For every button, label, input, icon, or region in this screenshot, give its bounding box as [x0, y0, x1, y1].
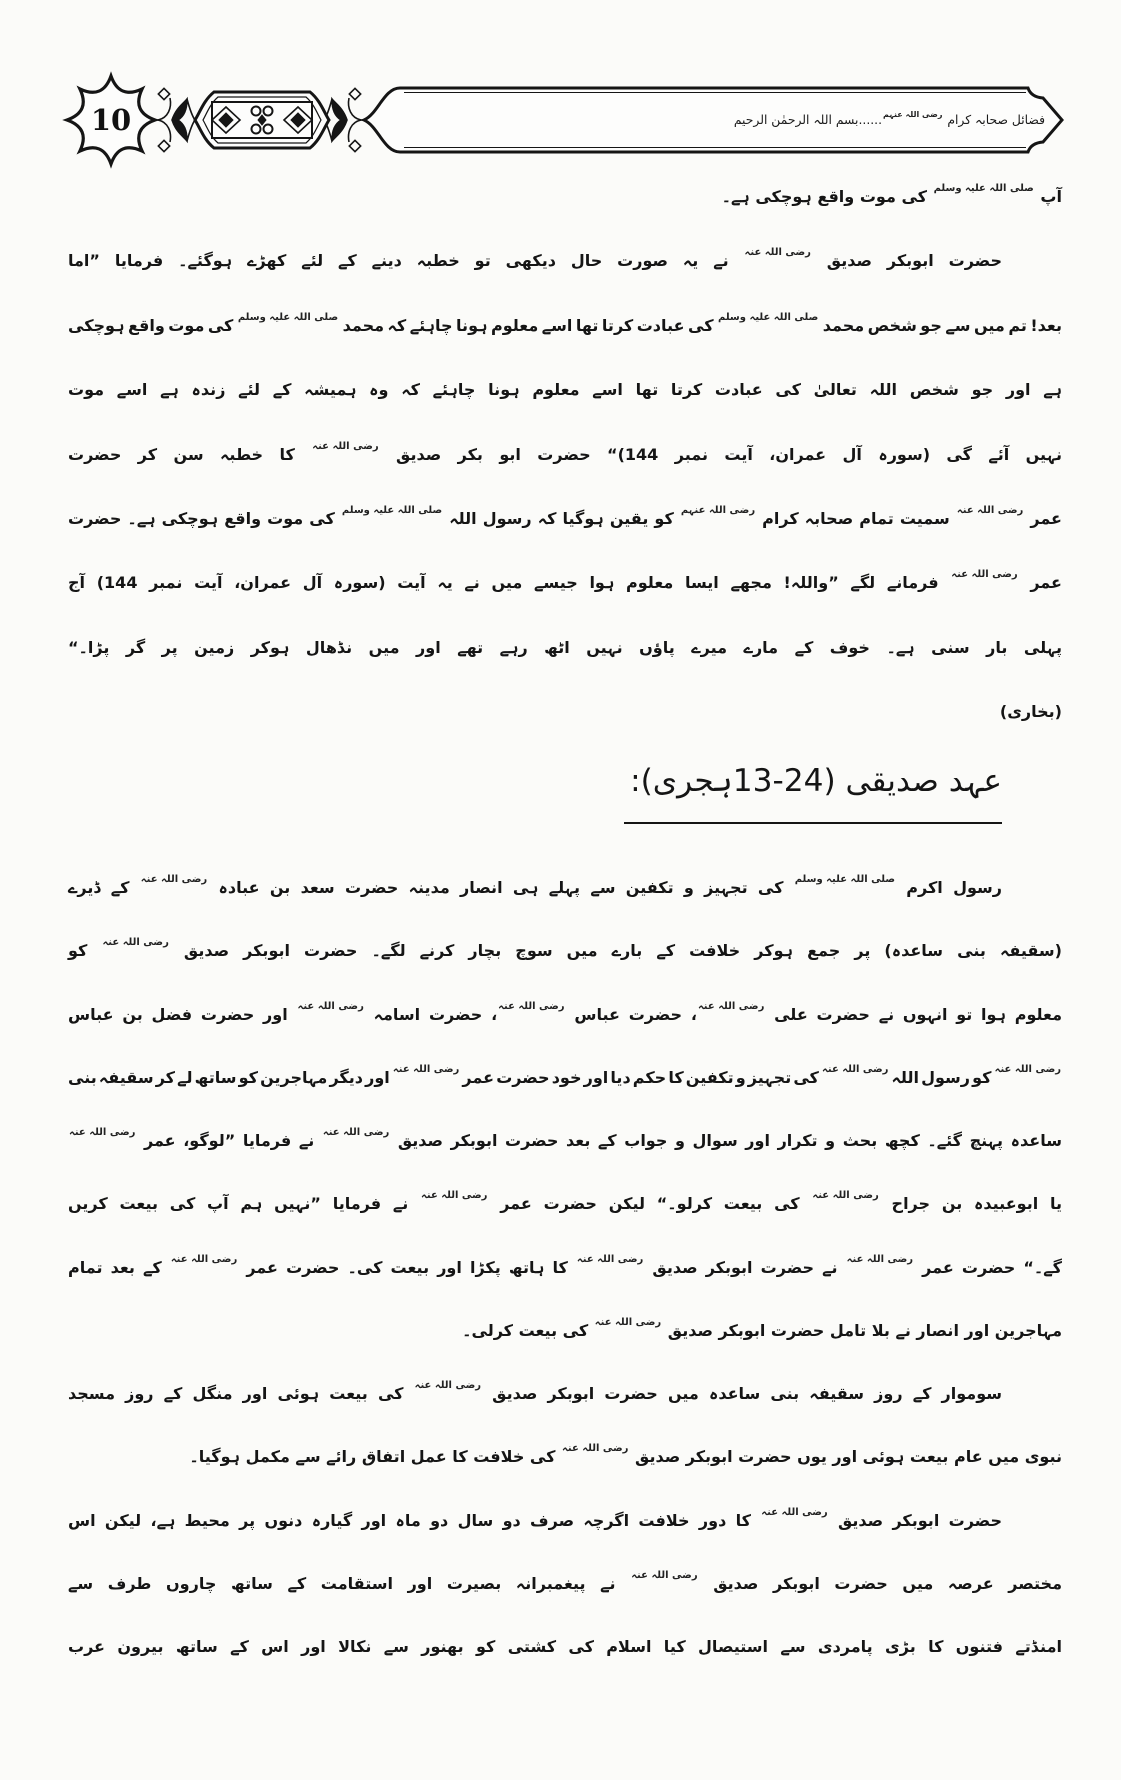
honorific-rz: رضی اللہ عنہ [562, 1443, 629, 1455]
text-run: ، حضرت اسامہ [364, 1004, 498, 1024]
text-line [68, 1489, 1062, 1552]
text-run: کی موت واقع ہوچکی ہے۔ [721, 187, 933, 206]
text-line [68, 423, 1062, 487]
text-run: کو [68, 941, 102, 961]
paragraph [68, 1489, 1062, 1679]
section-heading [624, 752, 1002, 824]
text-line [68, 1615, 1062, 1678]
text-run: نے فرمایا ”لوگو، عمر [136, 1131, 322, 1150]
body-section-2 [68, 856, 1062, 1678]
text-run: حضرت ابوبکر صدیق [811, 251, 1002, 271]
text-line [68, 358, 1062, 422]
line-text [68, 423, 1062, 487]
text-line [68, 1109, 1062, 1172]
text-run: فرمانے لگے ”واللہ! مجھے ایسا معلوم ہوا جیسے میں نے یہ آیت (سورہ آل عمران، آیت نمبر 144) آج [68, 573, 951, 593]
honorific-rz: رضی اللہ عنہ [761, 1506, 828, 1518]
text-run: کو یقین ہوگیا کہ رسول اللہ [443, 508, 680, 528]
text-line [68, 983, 1062, 1046]
text-line [68, 919, 1062, 982]
body-section-1 [68, 165, 1062, 745]
honorific-rz: رضی اللہ عنہ [994, 1063, 1061, 1075]
flourish-left-icon [155, 88, 195, 151]
text-run: گے۔“ حضرت عمر [914, 1257, 1062, 1277]
honorific-rz: رضی اللہ عنہ [322, 1127, 390, 1138]
honorific-rz: رضی اللہ عنہ [822, 1063, 889, 1075]
line-text [68, 358, 1062, 422]
honorific-rz: رضی اللہ عنہ [414, 1380, 482, 1391]
text-run: کی موت واقع ہوچکی ہے۔ حضرت [67, 508, 341, 528]
honorific-rz: رضی اللہ عنہ [170, 1253, 238, 1265]
honorific-rz: رضی اللہ عنہ [594, 1316, 662, 1328]
honorific-saw: صلی اللہ علیہ وسلم [794, 874, 895, 885]
text-run: یا ابوعبیدہ بن جراح [879, 1194, 1062, 1214]
honorific-rzm: رضی اللہ عنہم [680, 504, 756, 516]
line-text [68, 1172, 1062, 1235]
line-text [68, 229, 1002, 293]
honorific-rzm: رضی اللہ عنہم [883, 109, 943, 119]
paragraph [68, 165, 1062, 229]
line-text [68, 1046, 1062, 1109]
text-line [68, 551, 1062, 615]
line-text [722, 165, 1062, 229]
text-run: معلوم ہوا تو انہوں نے حضرت علی [765, 1004, 1062, 1024]
text-run: فضائل صحابہ کرام [943, 113, 1045, 127]
text-run: ہے اور جو شخص اللہ تعالیٰ کی عبادت کرتا تھا اسے معلوم ہونا چاہئے کہ وہ ہمیشہ کے لئے زندہ ہے اسے موت [68, 380, 1062, 400]
text-run: مختصر عرصہ میں حضرت ابوبکر صدیق [698, 1573, 1062, 1593]
text-run: اور دیگر مہاجرین کو ساتھ لے کر سقیفہ بنی [67, 1067, 392, 1087]
honorific-rz: رضی اللہ عنہ [392, 1063, 460, 1075]
text-run: آپ [1034, 187, 1062, 206]
paragraph [68, 1362, 1062, 1489]
text-line [68, 165, 1062, 229]
text-run: (بخاری) [999, 702, 1062, 722]
text-run: نہیں آئے گی (سورہ آل عمران، آیت نمبر 144)“ حضرت ابو بکر صدیق [379, 444, 1062, 464]
text-run: کی بیعت ہوئی اور منگل کے روز مسجد [67, 1384, 414, 1403]
page-number: 10 [90, 103, 132, 137]
running-header-title [734, 104, 1045, 136]
honorific-rz: رضی اللہ عنہ [956, 504, 1024, 516]
honorific-saw: صلی اللہ علیہ وسلم [718, 311, 819, 323]
text-line [68, 680, 1062, 744]
honorific-saw: صلی اللہ علیہ وسلم [933, 183, 1034, 194]
paragraph [68, 856, 1062, 1362]
text-run: کا خطبہ سن کر حضرت [68, 444, 312, 464]
text-run: حضرت ابوبکر صدیق [828, 1510, 1002, 1530]
text-line [68, 487, 1062, 551]
line-text [68, 294, 1062, 358]
honorific-rz: رضی اللہ عنہ [498, 1000, 565, 1012]
honorific-saw: صلی اللہ علیہ وسلم [237, 311, 339, 323]
text-run: کا ہاتھ پکڑا اور بیعت کی۔ حضرت عمر [238, 1257, 576, 1277]
text-run: نبوی میں عام بیعت ہوئی اور یوں حضرت ابوبکر صدیق [629, 1447, 1062, 1467]
line-text [68, 856, 1002, 919]
text-line [68, 1425, 1062, 1488]
line-text [189, 1425, 1062, 1488]
text-line [68, 294, 1062, 358]
line-text [462, 1299, 1062, 1362]
text-run: کے ڈیرے [68, 878, 140, 897]
honorific-rz: رضی اللہ عنہ [421, 1190, 488, 1202]
honorific-rz: رضی اللہ عنہ [297, 1000, 364, 1012]
line-text [68, 616, 1062, 680]
text-run: بعد! تم میں سے جو شخص محمد [819, 315, 1062, 335]
text-run: اور حضرت فضل بن عباس [68, 1004, 297, 1024]
text-run: عمر [1024, 508, 1062, 528]
line-text [68, 1362, 1002, 1425]
text-run: کی بیعت کرلی۔ [462, 1320, 594, 1340]
text-run: عمر [1018, 573, 1062, 593]
line-text [68, 551, 1062, 615]
text-run: کا دور خلافت اگرچہ صرف دو سال دو ماہ اور گیارہ دنوں پر محیط ہے، لیکن اس [68, 1510, 761, 1530]
line-text [68, 1552, 1062, 1615]
text-run: نے فرمایا ”نہیں ہم آپ کی بیعت کریں [67, 1194, 421, 1214]
text-run: کی عبادت کرتا تھا اسے معلوم ہونا چاہئے کہ محمد [339, 315, 717, 335]
text-run: امنڈتے فتنوں کا بڑی پامردی سے استیصال کیا اسلام کی کشتی کو بھنور سے نکالا اور اس کے ساتھ بیرون عرب [68, 1637, 1062, 1656]
honorific-saw: صلی اللہ علیہ وسلم [341, 504, 443, 516]
text-run: سوموار کے روز سقیفہ بنی ساعدہ میں حضرت ابوبکر صدیق [482, 1384, 1002, 1403]
text-run: مہاجرین اور انصار نے بلا تامل حضرت ابوبکر صدیق [662, 1320, 1062, 1340]
text-run: کی تجہیز و تکفین سے پہلے ہی انصار مدینہ حضرت سعد بن عبادہ [208, 878, 794, 897]
cartouche-ornament [195, 92, 329, 148]
paragraph [68, 229, 1062, 744]
text-run: نے حضرت ابوبکر صدیق [644, 1257, 846, 1277]
honorific-rz: رضی اللہ عنہ [631, 1569, 698, 1581]
text-line [68, 856, 1062, 919]
honorific-rz: رضی اللہ عنہ [951, 569, 1018, 581]
honorific-rz: رضی اللہ عنہ [140, 874, 208, 885]
text-line [68, 616, 1062, 680]
text-run: ساعدہ پہنچ گئے۔ کچھ بحث و تکرار اور سوال و جواب کے بعد حضرت ابوبکر صدیق [390, 1131, 1062, 1150]
line-text [68, 487, 1062, 551]
text-line [68, 1046, 1062, 1109]
text-line [68, 1236, 1062, 1299]
honorific-rz: رضی اللہ عنہ [812, 1190, 879, 1202]
line-text [68, 1489, 1002, 1552]
text-run: کو رسول اللہ [889, 1067, 994, 1087]
text-run: کے بعد تمام [67, 1257, 170, 1277]
line-text [68, 1109, 1062, 1172]
text-run: کی خلافت کا عمل اتفاق رائے سے مکمل ہوگیا۔ [189, 1447, 562, 1467]
text-run: کی تجہیز و تکفین کا حکم دیا اور خود حضرت عمر [460, 1067, 821, 1087]
text-run: ، حضرت عباس [565, 1004, 697, 1024]
honorific-rz: رضی اللہ عنہ [697, 1000, 765, 1012]
text-run: رسول اکرم [895, 878, 1002, 897]
honorific-rz: رضی اللہ عنہ [744, 247, 811, 259]
text-run: سمیت تمام صحابہ کرام [756, 508, 956, 528]
line-text [68, 919, 1062, 982]
text-line [68, 1552, 1062, 1615]
honorific-rz: رضی اللہ عنہ [312, 440, 379, 452]
honorific-rz: رضی اللہ عنہ [102, 937, 169, 949]
text-run: کی بیعت کرلو۔“ لیکن حضرت عمر [488, 1194, 812, 1214]
honorific-rz: رضی اللہ عنہ [576, 1253, 644, 1265]
text-run: (سقیفہ بنی ساعدہ) پر جمع ہوکر خلافت کے بارے میں سوچ بچار کرنے لگے۔ حضرت ابوبکر صدیق [169, 941, 1062, 961]
text-run: کی موت واقع ہوچکی [67, 315, 237, 335]
line-text [68, 1615, 1062, 1678]
text-line [68, 1172, 1062, 1235]
text-run: نے پیغمبرانہ بصیرت اور استقامت کے ساتھ چاروں طرف سے [68, 1573, 631, 1593]
line-text [68, 983, 1062, 1046]
text-run: ......بسم اللہ الرحمٰن الرحیم [733, 113, 883, 127]
line-text [1000, 680, 1062, 744]
honorific-rz: رضی اللہ عنہ [68, 1127, 136, 1138]
text-run: پہلی بار سنی ہے۔ خوف کے مارے میرے پاؤں نہیں اٹھ رہے تھے اور میں نڈھال ہوکر زمین پر گر پڑا۔“ [68, 637, 1062, 657]
line-text [68, 1236, 1062, 1299]
honorific-rz: رضی اللہ عنہ [846, 1253, 914, 1265]
section-heading-text: عہد صدیقی (24-13ہجری): [630, 763, 1002, 799]
text-line [68, 1299, 1062, 1362]
text-line [68, 229, 1062, 293]
text-line [68, 1362, 1062, 1425]
text-run: نے یہ صورت حال دیکھی تو خطبہ دینے کے لئے کھڑے ہوگئے۔ فرمایا ”اما [68, 251, 744, 271]
